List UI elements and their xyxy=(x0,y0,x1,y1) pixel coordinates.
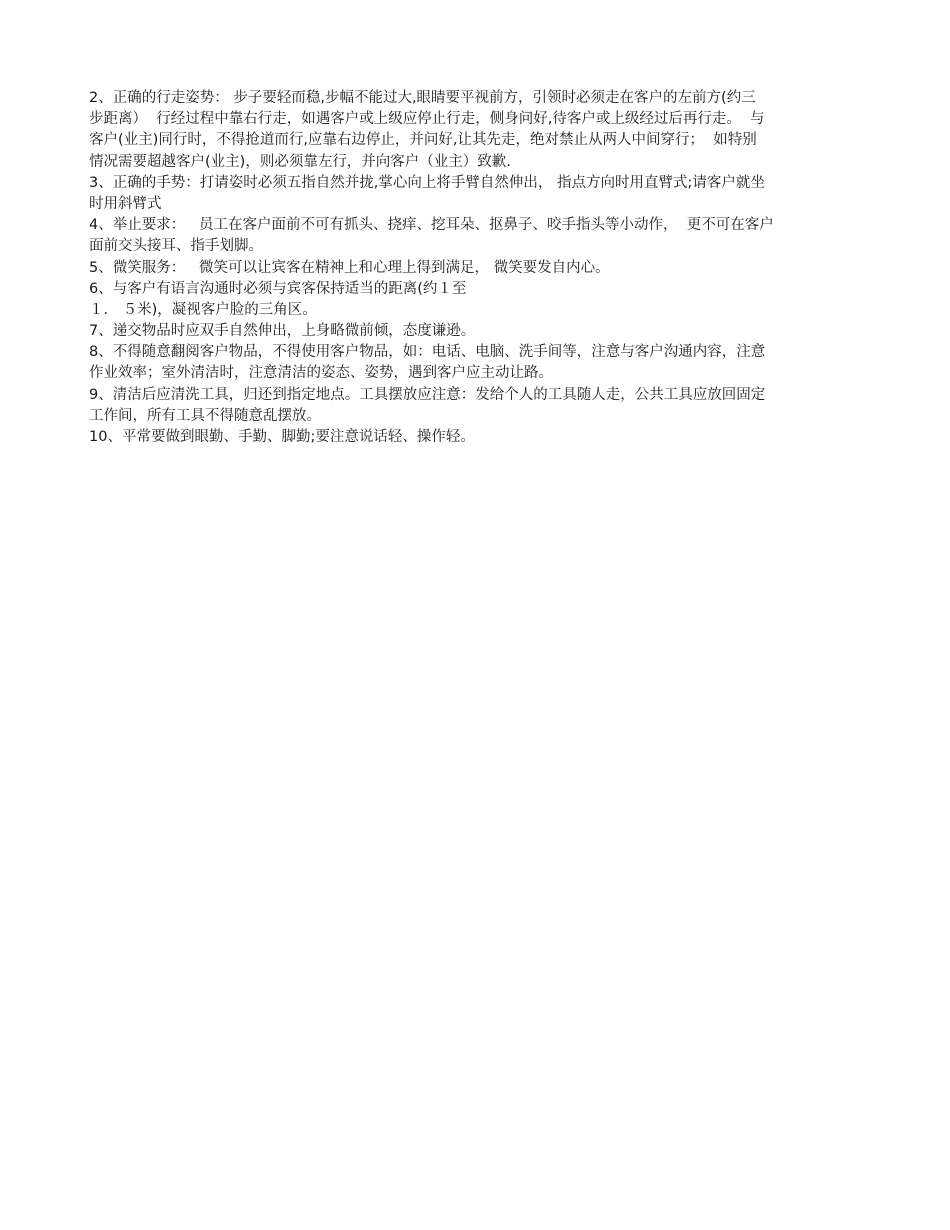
text-line-16: 工作间，所有工具不得随意乱摆放。 xyxy=(89,407,321,424)
text-line-11: １． ５米)，凝视客户脸的三角区。 xyxy=(89,301,317,318)
text-line-6: 时用斜臂式 xyxy=(89,195,162,212)
text-line-3: 客户(业主)同行时，不得抢道而行,应靠右边停止，并问好,让其先走，绝对禁止从两人中间穿行； 如特别 xyxy=(89,132,757,149)
text-line-5: 3、正确的手势：打请姿时必须五指自然并拢,掌心向上将手臂自然伸出， 指点方向时用直臂式;请客户就坐 xyxy=(89,174,765,191)
text-line-12: 7、递交物品时应双手自然伸出，上身略微前倾，态度谦逊。 xyxy=(89,323,476,340)
text-line-4: 情况需要超越客户(业主)，则必须靠左行，并向客户（业主）致歉. xyxy=(89,153,511,170)
text-line-1: 2、正确的行走姿势： 步子要轻而稳,步幅不能过大,眼睛要平视前方，引领时必须走在客户的左前方(约三 xyxy=(89,90,756,106)
document-body xyxy=(89,88,869,448)
text-line-17: 10、平常要做到眼勤、手勤、脚勤;要注意说话轻、操作轻。 xyxy=(89,429,475,445)
text-line-10: 6、与客户有语言沟通时必须与宾客保持适当的距离(约１至 xyxy=(89,280,467,297)
text-line-13: 8、不得随意翻阅客户物品，不得使用客户物品，如：电话、电脑、洗手间等，注意与客户沟通内容，注意 xyxy=(89,344,766,361)
text-line-7: 4、举止要求： 员工在客户面前不可有抓头、挠痒、挖耳朵、抠鼻子、咬手指头等小动作， 更不可在客户 xyxy=(89,217,774,234)
text-line-15: 9、清洁后应清洗工具，归还到指定地点。工具摆放应注意：发给个人的工具随人走，公共工具应放回固定 xyxy=(89,386,766,403)
text-line-2: 步距离） 行经过程中靠右行走，如遇客户或上级应停止行走，侧身问好,待客户或上级经过后再行走。 与 xyxy=(89,111,765,128)
text-line-8: 面前交头接耳、指手划脚。 xyxy=(89,238,263,255)
text-line-14: 作业效率；室外清洁时，注意清洁的姿态、姿势，遇到客户应主动让路。 xyxy=(89,365,553,382)
text-line-9: 5、微笑服务： 微笑可以让宾客在精神上和心理上得到满足， 微笑要发自内心。 xyxy=(89,259,610,276)
